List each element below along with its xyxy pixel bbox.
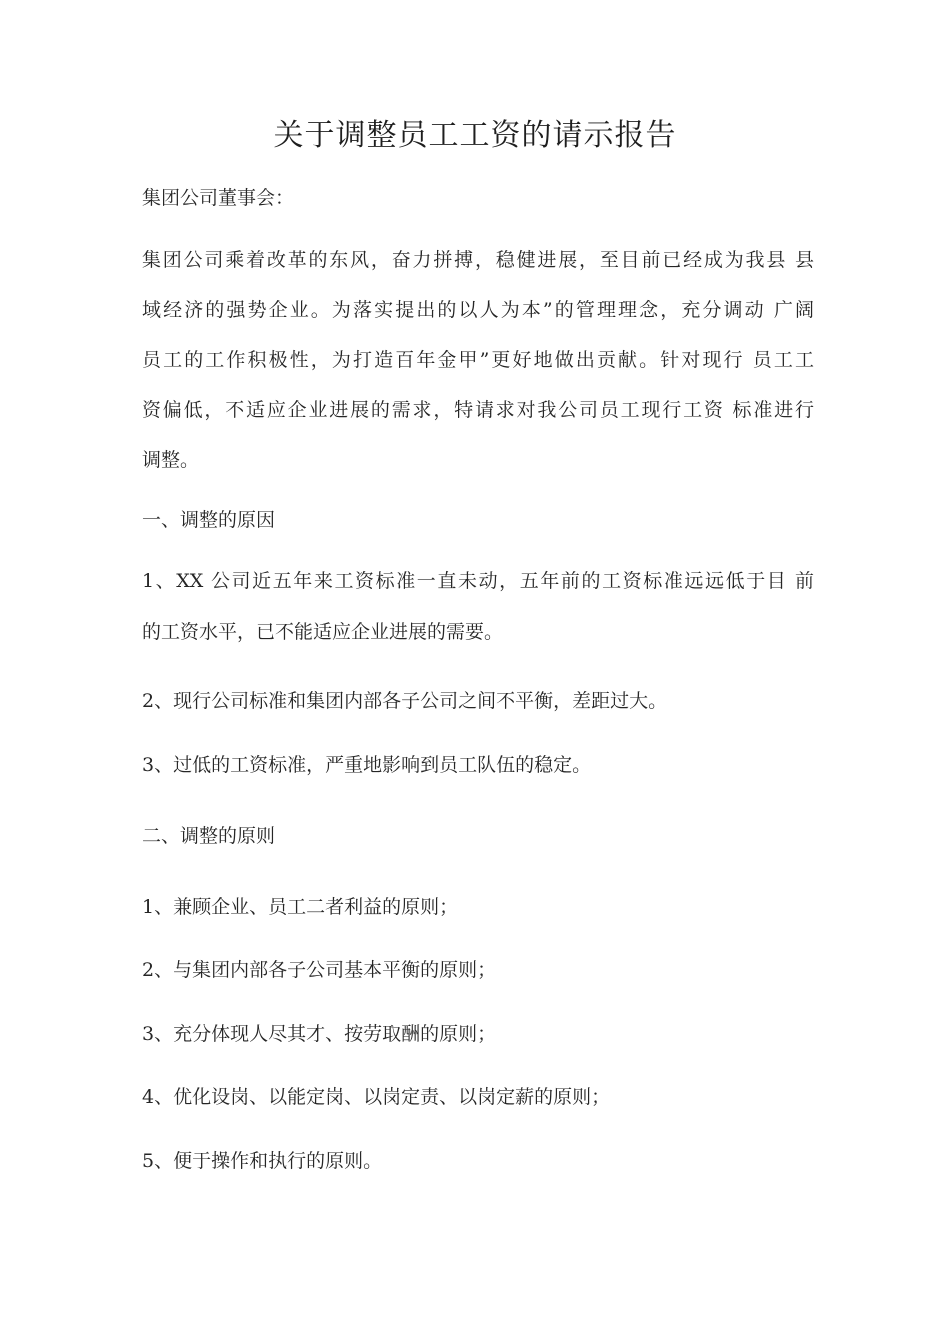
section1-item1-line2: 的工资水平，已不能适应企业进展的需要。 xyxy=(142,621,504,643)
section1-item1-line1: 1、XX 公司近五年来工资标准一直未动，五年前的工资标准远远低于目 前 xyxy=(142,570,814,592)
intro-line-2: 域经济的强势企业。为落实提出的以人为本”的管理理念，充分调动 广阔 xyxy=(142,299,814,321)
section2-heading: 二、调整的原则 xyxy=(142,825,276,847)
section2-item-4: 4、优化设岗、以能定岗、以岗定责、以岗定薪的原则； xyxy=(142,1086,611,1108)
section2-item-1: 1、兼顾企业、员工二者利益的原则； xyxy=(142,896,459,918)
intro-line-4: 资偏低，不适应企业进展的需求，特请求对我公司员工现行工资 标准进行 xyxy=(142,399,814,421)
intro-line-1: 集团公司乘着改革的东风，奋力拼搏，稳健进展，至目前已经成为我县 县 xyxy=(142,249,814,271)
section2-item-3: 3、充分体现人尽其才、按劳取酬的原则； xyxy=(142,1023,497,1045)
intro-line-5: 调整。 xyxy=(142,449,200,471)
section1-heading: 一、调整的原因 xyxy=(142,509,276,531)
section1-item3: 3、过低的工资标准，严重地影响到员工队伍的稳定。 xyxy=(142,754,592,776)
intro-line-3: 员工的工作积极性，为打造百年金甲”更好地做出贡献。针对现行 员工工 xyxy=(142,349,814,371)
section2-item-2: 2、与集团内部各子公司基本平衡的原则； xyxy=(142,959,497,981)
section2-item-5: 5、便于操作和执行的原则。 xyxy=(142,1150,383,1172)
salutation: 集团公司董事会： xyxy=(142,187,295,209)
section1-item2: 2、现行公司标准和集团内部各子公司之间不平衡，差距过大。 xyxy=(142,690,668,712)
document-title: 关于调整员工工资的请示报告 xyxy=(273,118,677,153)
